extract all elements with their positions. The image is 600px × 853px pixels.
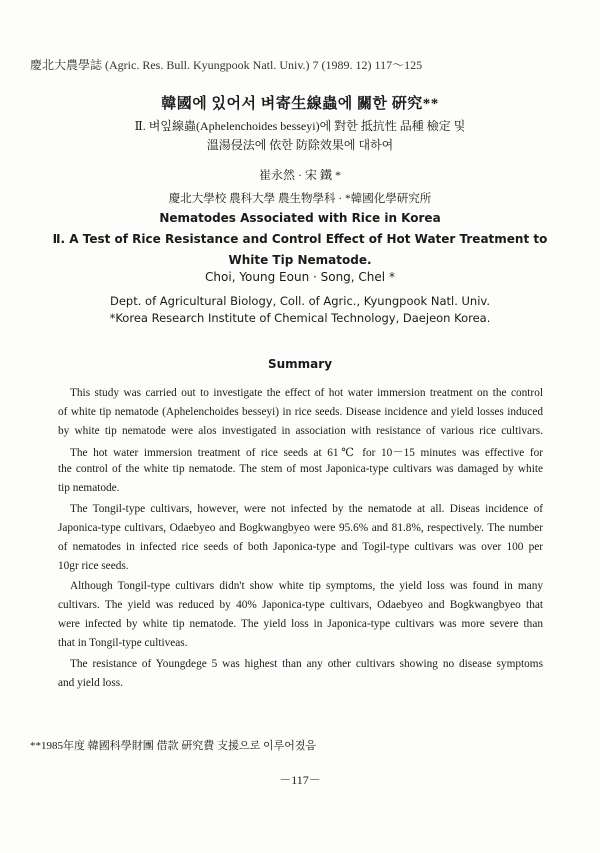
summary-line: The hot water immersion treatment of rice seeds at 61℃ for 10－15 minutes was effective for — [70, 447, 543, 459]
korean-subtitle-line-1: Ⅱ. 벼잎線蟲(Aphelenchoides besseyi)에 對한 抵抗性 品種 檢定 및 — [134, 119, 466, 133]
summary-line: Japonica-type cultivars, Odaebyeo and Bogkwangbyeo were 95.6% and 81.8%, respectively. The number — [58, 522, 543, 534]
english-affiliation-line-1: Dept. of Agricultural Biology, Coll. of Agric., Kyungpook Natl. Univ. — [110, 294, 490, 308]
korean-subtitle-line-2: 溫湯侵法에 依한 防除效果에 대하여 — [206, 138, 394, 152]
english-title-line-3: White Tip Nematode. — [228, 253, 372, 267]
english-affiliation-line-2: *Korea Research Institute of Chemical Technology, Daejeon Korea. — [109, 311, 491, 325]
summary-line: and yield loss. — [58, 677, 123, 689]
summary-line: tip nematode. — [58, 482, 120, 494]
english-title-line-1: Nematodes Associated with Rice in Korea — [159, 211, 441, 225]
summary-line: This study was carried out to investigate the effect of hot water immersion treatment on the control — [70, 387, 543, 399]
summary-line: cultivars. The yield was reduced by 40% Japonica-type cultivars, Odaebyeo and Bogkwangbyeo that — [58, 599, 543, 611]
korean-title: 韓國에 있어서 벼寄生線蟲에 關한 硏究** — [161, 96, 439, 112]
summary-line: of nematodes in infected rice seeds of both Japonica-type and Togil-type cultivars was over 100 per — [58, 541, 543, 553]
summary-line: by white tip nematode were alos investigated in association with resistance of various rice cultivars. — [58, 425, 543, 437]
summary-line: that in Tongil-type cultiveas. — [58, 637, 188, 649]
footnote: **1985年度 韓國科學財團 借款 硏究費 支援으로 이루어졌음 — [30, 740, 317, 752]
summary-line: were infected by white tip nematode. The yield loss in Japonica-type cultivars was more severe than — [58, 618, 543, 630]
summary-line: the control of the white tip nematode. The stem of most Japonica-type cultivars was damaged by white — [58, 463, 543, 475]
english-authors: Choi, Young Eoun · Song, Chel * — [205, 270, 395, 284]
summary-line: The Tongil-type cultivars, however, were not infected by the nematode at all. Diseas incidence of — [70, 503, 543, 515]
summary-line: Although Tongil-type cultivars didn't show white tip symptoms, the yield loss was found in many — [70, 580, 543, 592]
summary-line: of white tip nematode (Aphelenchoides besseyi) in rice seeds. Disease incidence and yield losses induced — [58, 406, 543, 418]
summary-heading: Summary — [267, 357, 333, 371]
page-number: －117－ — [279, 773, 321, 787]
korean-affiliation: 慶北大學校 農科大學 農生物學科 · *韓國化學硏究所 — [168, 193, 432, 205]
summary-line: The resistance of Youngdege 5 was highest than any other cultivars showing no disease symptoms — [70, 658, 543, 670]
english-title-line-2: Ⅱ. A Test of Rice Resistance and Control Effect of Hot Water Treatment to — [52, 232, 548, 246]
journal-citation: 慶北大農學誌 (Agric. Res. Bull. Kyungpook Natl. Univ.) 7 (1989. 12) 117～125 — [30, 58, 423, 72]
korean-authors: 崔永然 · 宋 鐵 * — [259, 168, 341, 182]
summary-line: 10gr rice seeds. — [58, 560, 129, 572]
